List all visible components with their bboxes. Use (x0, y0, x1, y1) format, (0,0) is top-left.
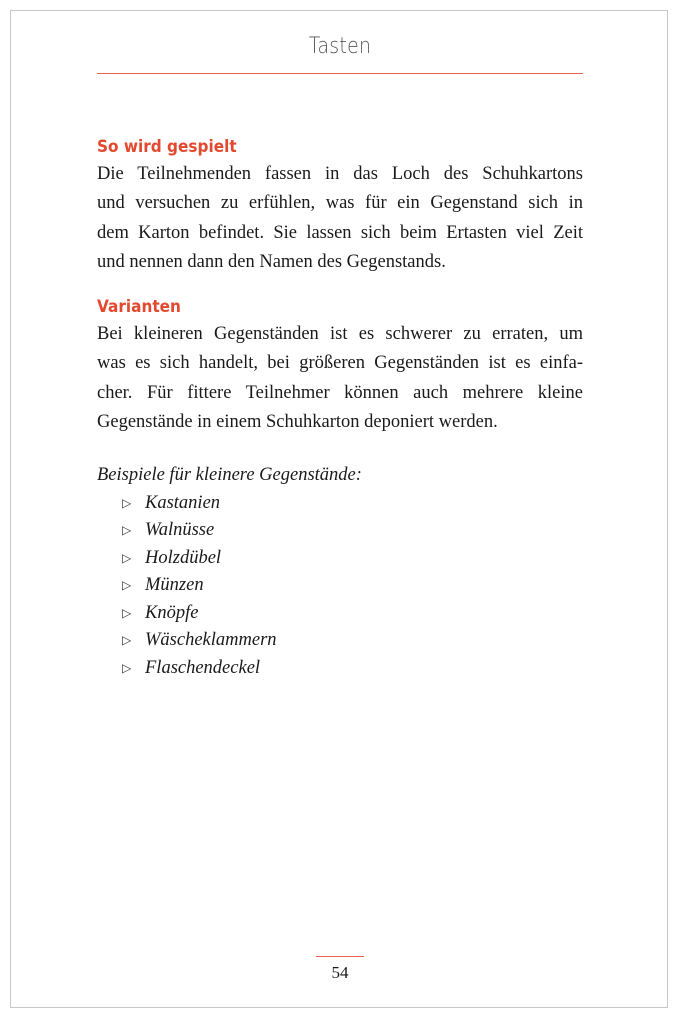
list-item (97, 545, 583, 573)
section-spacer (97, 277, 583, 294)
list-item-label: Walnüsse (145, 520, 215, 541)
list-item-label: Wäscheklammern (145, 630, 277, 651)
triangle-bullet-icon: ▷ (122, 633, 132, 648)
triangle-bullet-icon: ▷ (122, 495, 132, 510)
list-item (97, 627, 583, 655)
list-item-label: Kastanien (145, 492, 221, 513)
examples-intro: Beispiele für kleinere Gegenstände: (97, 465, 362, 486)
triangle-bullet-icon: ▷ (122, 660, 132, 675)
paragraph-line: Gegenstände in einem Schuhkarton deponiert werden. (97, 412, 498, 433)
footer-rule (316, 956, 364, 957)
list-item (97, 517, 583, 545)
triangle-bullet-icon: ▷ (122, 550, 132, 565)
page-number: 54 (331, 963, 349, 982)
list-item-label: Flaschendeckel (145, 657, 261, 678)
triangle-bullet-icon: ▷ (122, 578, 132, 593)
section-heading-variants: Varianten (97, 297, 181, 318)
paragraph-line: dem Karton befindet. Sie lassen sich beim Ertasten viel Zeit (97, 222, 583, 243)
list-item (97, 655, 583, 683)
section-spacer (97, 437, 583, 462)
paragraph-line: Die Teilnehmenden fassen in das Loch des Schuhkartons (97, 164, 583, 184)
section-heading-how-to-play: So wird gespielt (97, 137, 237, 157)
list-item-label: Holzdübel (145, 547, 222, 568)
paragraph-line: und nennen dann den Namen des Gegenstands. (97, 251, 446, 272)
paragraph-line: was es sich handelt, bei größeren Gegenständen ist es einfa- (97, 353, 583, 374)
paragraph-line: und versuchen zu erfühlen, was für ein Gegenstand sich in (97, 193, 583, 214)
paragraph-line: Bei kleineren Gegenständen ist es schwerer zu erraten, um (97, 324, 583, 345)
triangle-bullet-icon: ▷ (122, 605, 132, 620)
triangle-bullet-icon: ▷ (122, 523, 132, 538)
list-item-label: Münzen (145, 575, 204, 596)
paragraph-how-to-play (97, 160, 583, 277)
examples-list (97, 490, 583, 683)
list-item (97, 572, 583, 600)
paragraph-line: cher. Für fittere Teilnehmer können auch mehrere kleine (97, 382, 583, 403)
list-item (97, 600, 583, 628)
paragraph-variants (97, 320, 583, 437)
running-head-title: Tasten (308, 34, 372, 59)
list-item (97, 490, 583, 518)
header-rule (97, 73, 583, 74)
page-content (97, 134, 583, 682)
list-item-label: Knöpfe (145, 602, 199, 623)
